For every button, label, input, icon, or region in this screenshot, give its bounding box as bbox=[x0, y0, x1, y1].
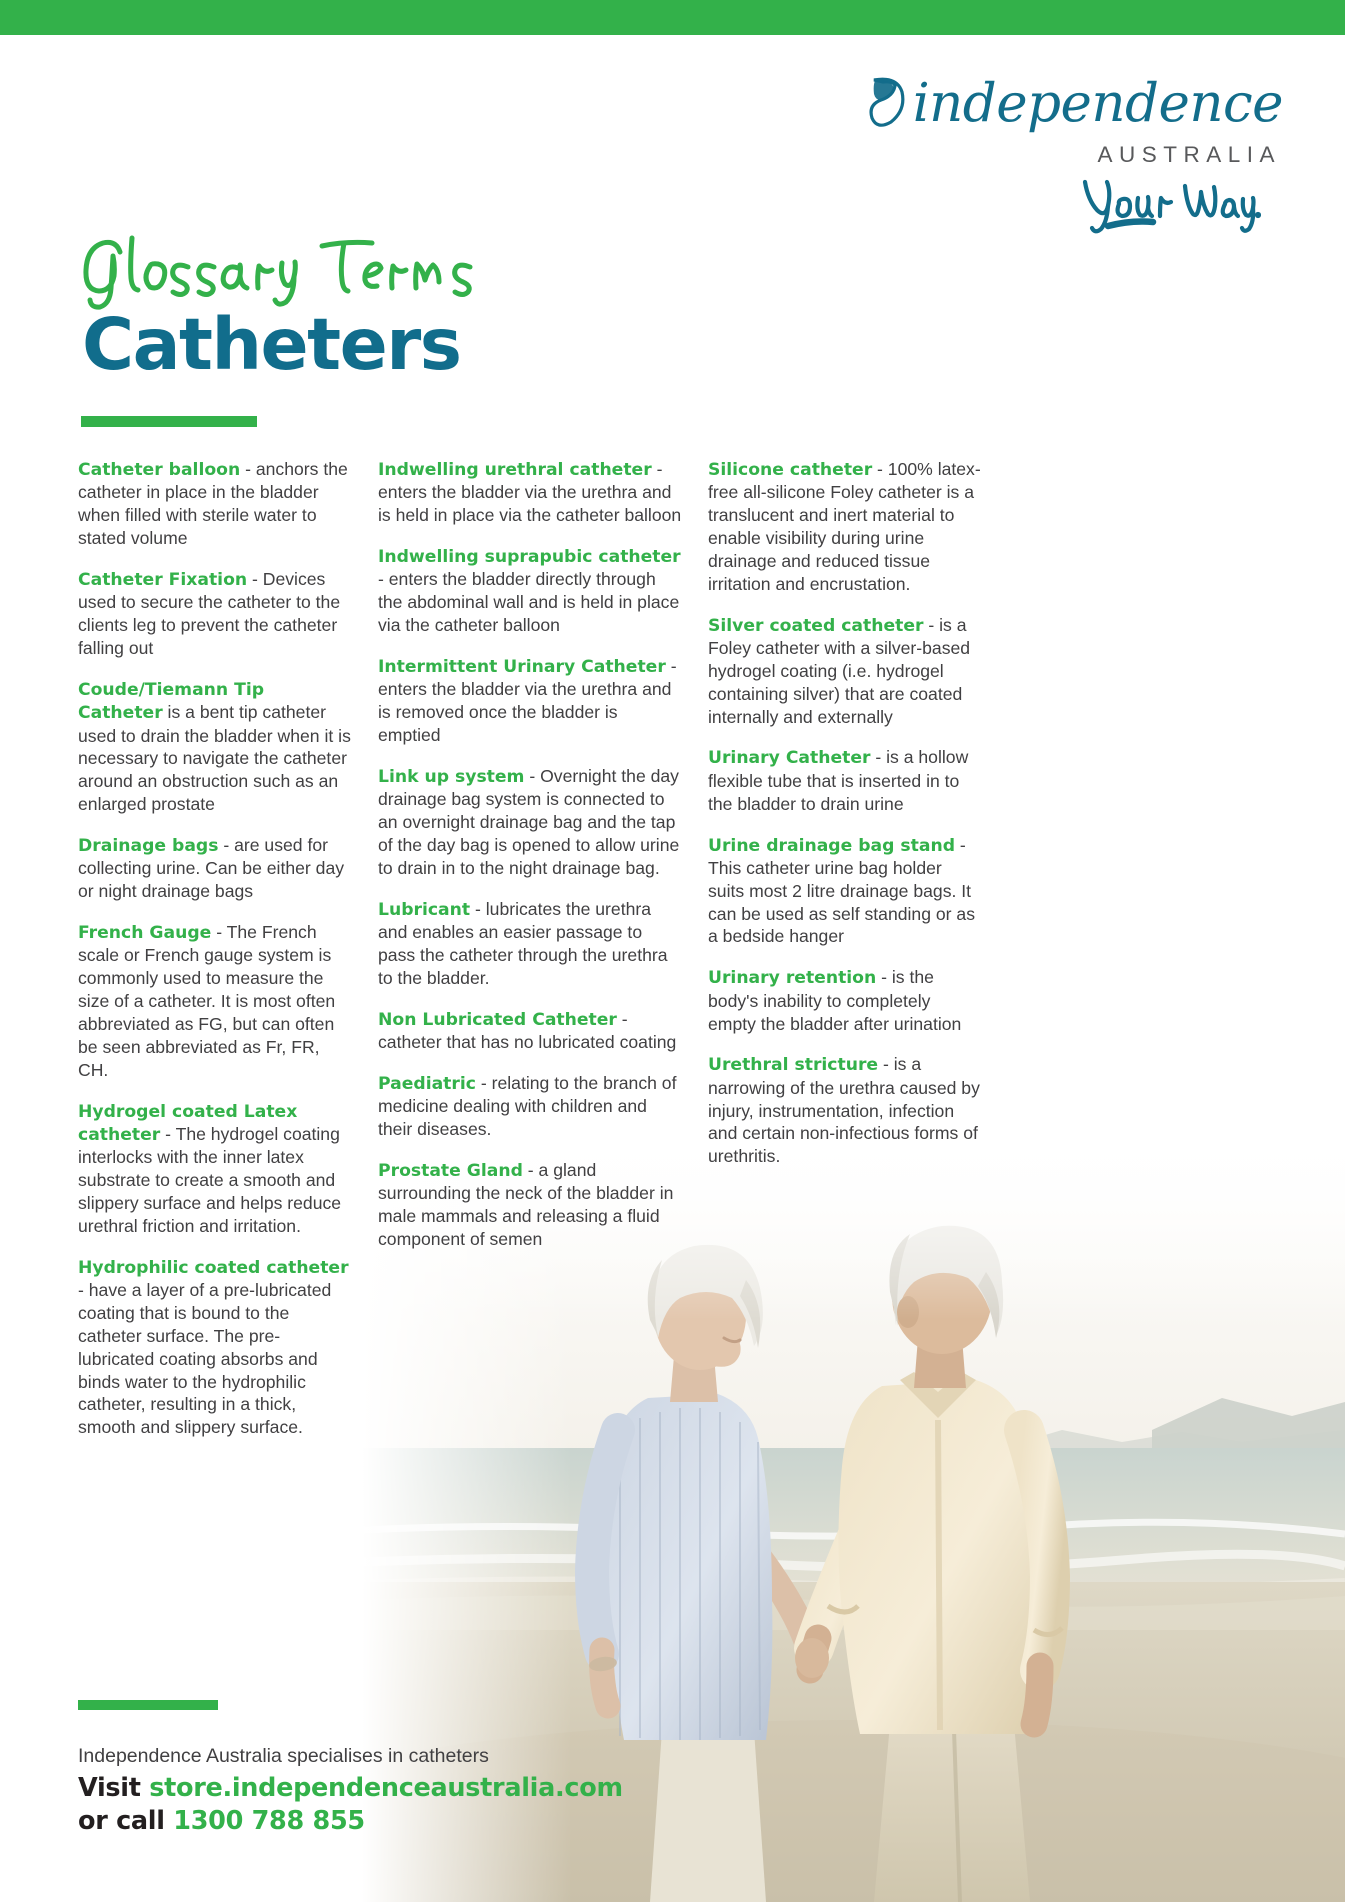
glossary-entry bbox=[78, 568, 352, 660]
glossary-entry bbox=[78, 921, 352, 1082]
page-title-main: Catheters bbox=[82, 303, 461, 386]
glossary-term: Coude/Tiemann Tip Catheter bbox=[78, 679, 265, 724]
glossary-entry bbox=[708, 614, 982, 729]
glossary-term: Hydrophilic coated catheter bbox=[78, 1257, 349, 1278]
glossary-term: Urinary retention bbox=[708, 968, 877, 989]
glossary-entry bbox=[378, 1072, 682, 1141]
logo-tagline bbox=[883, 174, 1261, 236]
glossary-entry bbox=[708, 834, 982, 949]
title-divider-rule bbox=[81, 416, 257, 427]
glossary-term: Prostate Gland bbox=[378, 1160, 523, 1181]
glossary-entry bbox=[378, 1008, 682, 1054]
glossary-entry bbox=[378, 458, 682, 527]
glossary-definition: - a gland surrounding the neck of the bladder in male mammals and releasing a fluid component of semen bbox=[378, 1159, 674, 1250]
glossary-term: Lubricant bbox=[378, 899, 471, 920]
glossary-entry bbox=[708, 966, 982, 1035]
glossary-term: Silver coated catheter bbox=[708, 615, 924, 636]
glossary-term: Drainage bags bbox=[78, 836, 219, 857]
glossary-column-1 bbox=[78, 458, 378, 1457]
butterfly-swoosh-icon bbox=[867, 72, 909, 135]
footer-tagline: Independence Australia specialises in catheters bbox=[78, 1745, 489, 1767]
glossary-entry bbox=[708, 746, 982, 815]
glossary-term: Intermittent Urinary Catheter bbox=[378, 657, 666, 678]
glossary-entry bbox=[708, 1053, 982, 1168]
glossary-definition: - enters the bladder via the urethra and is removed once the bladder is emptied bbox=[378, 656, 677, 746]
glossary-term: Paediatric bbox=[378, 1073, 476, 1094]
glossary-term: Hydrogel coated Latex catheter bbox=[78, 1101, 298, 1145]
brand-logo bbox=[883, 72, 1283, 236]
glossary-term: French Gauge bbox=[78, 923, 212, 944]
glossary-entry bbox=[378, 765, 682, 880]
glossary-definition: - Devices used to secure the catheter to the clients leg to prevent the catheter falling out bbox=[78, 568, 341, 659]
website-link[interactable]: store.independenceaustralia.com bbox=[149, 1773, 623, 1804]
glossary-definition: - lubricates the urethra and enables an easier passage to pass the catheter through the urethra to the bladder. bbox=[378, 898, 668, 988]
glossary-definition: - enters the bladder directly through the abdominal wall and is held in place via the catheter balloon bbox=[378, 569, 680, 636]
glossary-definition: - have a layer of a pre-lubricated coating that is bound to the catheter surface. The pre-lubricated coating absorbs and binds water to the hydrophilic catheter, resulting in a thick, smooth and slippery surface. bbox=[78, 1280, 332, 1438]
glossary-definition: - The hydrogel coating interlocks with the inner latex substrate to create a smooth and slippery surface and helps reduce urethral friction and irritation. bbox=[78, 1123, 342, 1236]
glossary-term: Urethral stricture bbox=[708, 1055, 879, 1076]
footer-visit-line bbox=[78, 1772, 698, 1805]
footer-call-line bbox=[78, 1805, 698, 1838]
glossary-definition: - is the body's inability to completely empty the bladder after urination bbox=[708, 967, 962, 1034]
glossary-term: Link up system bbox=[378, 766, 525, 787]
glossary-column-3 bbox=[708, 458, 1008, 1457]
logo-wordmark-row bbox=[883, 72, 1283, 135]
logo-word: independence bbox=[912, 73, 1283, 134]
glossary-entry bbox=[78, 1256, 352, 1439]
footer-contact-block bbox=[78, 1700, 698, 1838]
glossary-definition: - Overnight the day drainage bag system is connected to an overnight drainage bag and the tap of the day bag is opened to allow urine to drain in to the night drainage bag. bbox=[378, 765, 680, 878]
glossary-definition: - catheter that has no lubricated coating bbox=[378, 1008, 677, 1053]
logo-subtitle: AUSTRALIA bbox=[1097, 142, 1281, 167]
glossary-entry bbox=[708, 458, 982, 596]
glossary-entry bbox=[378, 1159, 682, 1251]
glossary-definition: - are used for collecting urine. Can be either day or night drainage bags bbox=[78, 835, 345, 902]
glossary-definition: - enters the bladder via the urethra and is held in place via the catheter balloon bbox=[378, 459, 682, 526]
call-label: or call bbox=[78, 1805, 174, 1836]
glossary-definition: - relating to the branch of medicine dealing with children and their diseases. bbox=[378, 1072, 677, 1140]
glossary-term: Urinary Catheter bbox=[708, 748, 871, 769]
glossary-term: Urine drainage bag stand bbox=[708, 835, 956, 856]
phone-link[interactable]: 1300 788 855 bbox=[173, 1805, 365, 1836]
glossary-term: Non Lubricated Catheter bbox=[378, 1009, 617, 1030]
glossary-term: Indwelling urethral catheter bbox=[378, 460, 652, 480]
glossary-column-2 bbox=[378, 458, 708, 1457]
glossary-definition: - The French scale or French gauge system is commonly used to measure the size of a catheter. It is most often abbreviated as FG, but can often be seen abbreviated as Fr, FR, CH. bbox=[78, 922, 336, 1080]
glossary-definition: - is a narrowing of the urethra caused by injury, instrumentation, infection and certain non-infectious forms of urethritis. bbox=[708, 1054, 980, 1167]
glossary-definition: - is a hollow flexible tube that is inserted in to the bladder to drain urine bbox=[708, 747, 969, 814]
glossary-columns bbox=[78, 458, 1278, 1457]
glossary-definition: is a bent tip catheter used to drain the bladder when it is necessary to navigate the catheter around an obstruction such as an enlarged prostate bbox=[78, 702, 351, 815]
glossary-entry bbox=[78, 834, 352, 903]
glossary-term: Silicone catheter bbox=[708, 460, 873, 480]
glossary-entry bbox=[78, 458, 352, 550]
glossary-definition: - This catheter urine bag holder suits most 2 litre drainage bags. It can be used as self standing or as a bedside hanger bbox=[708, 834, 976, 947]
glossary-definition: - 100% latex-free all-silicone Foley catheter is a translucent and inert material to enable visibility during urine drainage and reduced tissue irritation and encrustation. bbox=[708, 459, 981, 594]
top-accent-bar bbox=[0, 0, 1345, 35]
glossary-entry bbox=[378, 898, 682, 990]
glossary-entry bbox=[378, 545, 682, 637]
page-title-block bbox=[78, 232, 508, 427]
glossary-term: Catheter Fixation bbox=[78, 569, 248, 590]
glossary-entry bbox=[78, 1100, 352, 1238]
glossary-term: Catheter balloon bbox=[78, 460, 241, 480]
footer-divider-rule bbox=[78, 1700, 218, 1710]
glossary-entry bbox=[78, 678, 352, 816]
glossary-term: Indwelling suprapubic catheter bbox=[378, 547, 681, 568]
glossary-entry bbox=[378, 655, 682, 747]
glossary-definition: - anchors the catheter in place in the bladder when filled with sterile water to stated volume bbox=[78, 459, 348, 549]
visit-label: Visit bbox=[78, 1773, 150, 1804]
glossary-definition: - is a Foley catheter with a silver-based hydrogel coating (i.e. hydrogel containing silver) that are coated internally and externally bbox=[708, 614, 971, 727]
